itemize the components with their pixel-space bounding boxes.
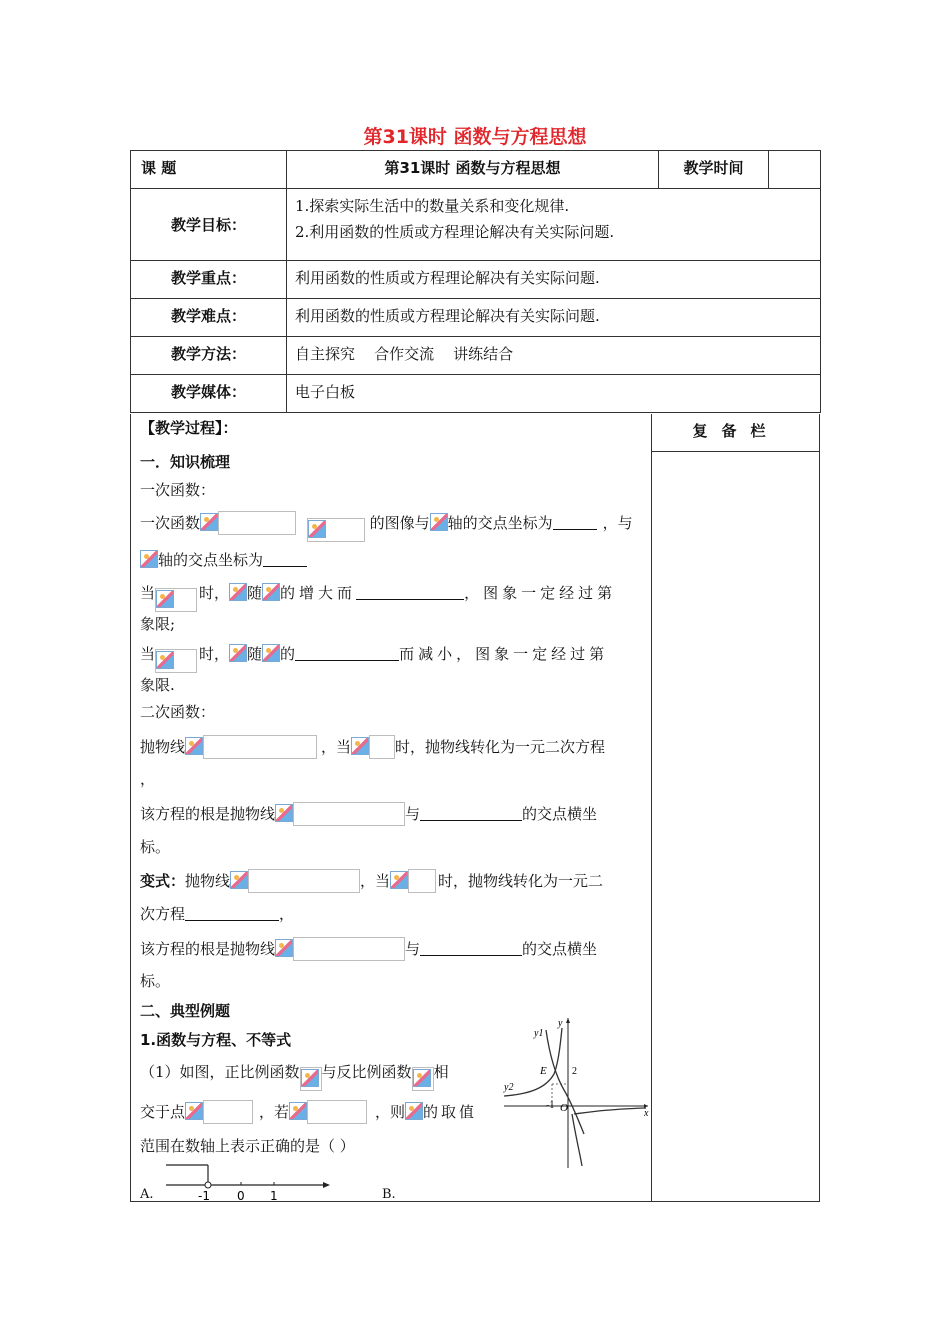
text: 与	[405, 805, 421, 823]
text: 一次函数	[140, 514, 201, 532]
option-b-label: B.	[382, 1187, 396, 1202]
formula-image-icon	[430, 513, 448, 531]
text: ，则	[375, 1103, 406, 1121]
formula-image-icon	[262, 644, 280, 662]
text: 轴的交点坐标为	[158, 551, 264, 569]
label-y: y	[558, 1018, 563, 1029]
formula-image-icon	[275, 939, 293, 957]
section-examples: 二、典型例题	[140, 1002, 231, 1020]
linear-line-1	[140, 511, 633, 542]
linear-line-4: 象限;	[140, 615, 176, 633]
key-label: 教学重点：	[131, 261, 287, 299]
variant-line-3	[140, 937, 597, 961]
tick-label-0: 0	[237, 1189, 245, 1203]
formula-image-icon	[308, 520, 326, 538]
media-value: 电子白板	[287, 375, 821, 413]
goal-1: 1.探索实际生活中的数量关系和变化规律.	[295, 197, 570, 215]
review-column-header: 复备栏	[692, 422, 780, 440]
label-origin: O	[560, 1102, 568, 1114]
linear-line-2	[140, 549, 307, 571]
time-value	[769, 151, 821, 189]
number-line-option-a	[160, 1162, 335, 1204]
text: 的交点横坐	[522, 940, 598, 958]
formula-box	[155, 649, 197, 673]
formula-image-icon	[390, 871, 408, 889]
formula-box	[412, 1067, 434, 1091]
text: 时，抛物线转化为一元二	[438, 872, 604, 890]
open-point	[205, 1182, 211, 1188]
formula-image-icon	[229, 644, 247, 662]
formula-image-icon	[229, 583, 247, 601]
label-y2: y2	[504, 1082, 514, 1093]
formula-image-icon	[156, 651, 174, 669]
text: 随	[247, 645, 263, 663]
formula-image-icon	[230, 871, 248, 889]
function-graph	[500, 1014, 652, 1170]
label-y1: y1	[534, 1028, 544, 1039]
quadratic-line-3	[140, 802, 597, 826]
formula-image-icon	[200, 513, 218, 531]
linear-title: 一次函数：	[140, 481, 216, 499]
text: 时，	[199, 645, 230, 663]
formula-box	[408, 869, 436, 893]
formula-box	[293, 802, 405, 826]
text: 的增大而	[280, 584, 357, 602]
tick-label-neg1: -1	[198, 1189, 210, 1203]
method-label: 教学方法：	[131, 337, 287, 375]
linear-line-5	[140, 643, 608, 673]
lesson-info-table	[130, 150, 821, 413]
text: 而减小，图象一定经过第	[399, 645, 609, 663]
text: 的	[280, 645, 296, 663]
formula-image-icon	[262, 583, 280, 601]
formula-image-icon	[413, 1069, 431, 1087]
formula-box	[218, 511, 296, 535]
formula-image-icon	[185, 1102, 203, 1120]
process-header: 【教学过程】：	[140, 419, 238, 437]
fill-blank	[553, 515, 597, 530]
side-header-divider	[651, 451, 819, 452]
section-knowledge: 一．知识梳理	[140, 453, 231, 471]
problem-line-2	[140, 1100, 477, 1124]
formula-image-icon	[140, 550, 158, 568]
text: 与反比例函数	[321, 1063, 412, 1081]
label-E: E	[540, 1065, 547, 1077]
label-neg1: -1	[546, 1100, 555, 1111]
quadratic-line-2: ，	[140, 770, 156, 788]
formula-image-icon	[185, 737, 203, 755]
text: ，	[279, 905, 295, 923]
text: 的取值	[423, 1103, 478, 1121]
text: 抛物线	[185, 872, 231, 890]
variant-line-1	[140, 869, 603, 893]
quadratic-line-4: 标。	[140, 838, 171, 856]
method-value: 自主探究 合作交流 讲练结合	[287, 337, 821, 375]
label-2: 2	[572, 1066, 577, 1077]
formula-image-icon	[405, 1102, 423, 1120]
goals-cell	[287, 189, 821, 261]
text: 的图像与	[369, 514, 430, 532]
text: 当	[140, 645, 156, 663]
key-value: 利用函数的性质或方程理论解决有关实际问题.	[287, 261, 821, 299]
text: ，当	[360, 872, 391, 890]
text: 轴的交点坐标为	[447, 514, 553, 532]
y-axis-arrow	[566, 1018, 570, 1023]
text: ，当	[321, 738, 352, 756]
text: 次方程	[140, 905, 186, 923]
topic-label: 课 题	[131, 151, 287, 189]
quadratic-title: 二次函数：	[140, 703, 216, 721]
text: （1）如图，正比例函数	[140, 1063, 300, 1081]
text: 随	[247, 584, 263, 602]
media-label: 教学媒体：	[131, 375, 287, 413]
formula-box	[307, 1100, 367, 1124]
text: ，若	[259, 1103, 290, 1121]
formula-image-icon	[301, 1069, 319, 1087]
line-y1	[546, 1030, 584, 1134]
fill-blank	[420, 941, 522, 956]
text: 相	[433, 1063, 449, 1081]
tick-label-1: 1	[270, 1189, 278, 1203]
text: ，与	[602, 514, 633, 532]
formula-box	[155, 588, 197, 612]
quadratic-line-1	[140, 735, 605, 759]
text: 抛物线	[140, 738, 186, 756]
text: ，图象一定经过第	[464, 584, 617, 602]
formula-image-icon	[275, 804, 293, 822]
hyperbola-branch-right	[572, 1108, 646, 1166]
problem-line-3: 范围在数轴上表示正确的是（ ）	[140, 1137, 355, 1155]
formula-box	[203, 1100, 253, 1124]
text: 的交点横坐	[522, 805, 598, 823]
difficulty-value: 利用函数的性质或方程理论解决有关实际问题.	[287, 299, 821, 337]
topic-value: 第31课时 函数与方程思想	[287, 151, 659, 189]
document-title: 第31课时 函数与方程思想	[363, 126, 587, 148]
fill-blank	[356, 585, 464, 600]
text: 时，	[199, 584, 230, 602]
fill-blank	[263, 552, 307, 567]
axis-arrow	[323, 1182, 330, 1188]
label-x: x	[644, 1108, 649, 1119]
variant-line-4: 标。	[140, 972, 171, 990]
time-label: 教学时间	[659, 151, 769, 189]
option-a-label: A.	[140, 1187, 154, 1202]
formula-box	[300, 1067, 322, 1091]
formula-box	[203, 735, 317, 759]
example-1-title: 1.函数与方程、不等式	[140, 1031, 292, 1049]
formula-box	[369, 735, 395, 759]
formula-box	[293, 937, 405, 961]
formula-image-icon	[156, 590, 174, 608]
formula-box	[248, 869, 360, 893]
text: 时，抛物线转化为一元二次方程	[395, 738, 606, 756]
goal-2: 2.利用函数的性质或方程理论解决有关实际问题.	[295, 223, 615, 241]
goals-label: 教学目标：	[131, 189, 287, 261]
variant-line-2	[140, 903, 294, 925]
difficulty-label: 教学难点：	[131, 299, 287, 337]
fill-blank	[185, 906, 279, 921]
linear-line-6: 象限.	[140, 676, 175, 694]
text: 交于点	[140, 1103, 186, 1121]
fill-blank	[295, 646, 399, 661]
formula-image-icon	[351, 737, 369, 755]
text: 与	[405, 940, 421, 958]
text: 该方程的根是抛物线	[140, 805, 276, 823]
linear-line-3	[140, 582, 616, 612]
text: 该方程的根是抛物线	[140, 940, 276, 958]
text: 当	[140, 584, 156, 602]
fill-blank	[420, 806, 522, 821]
formula-image-icon	[289, 1102, 307, 1120]
text: 变式：	[140, 872, 186, 890]
problem-line-1	[140, 1061, 449, 1091]
formula-box	[307, 518, 365, 542]
